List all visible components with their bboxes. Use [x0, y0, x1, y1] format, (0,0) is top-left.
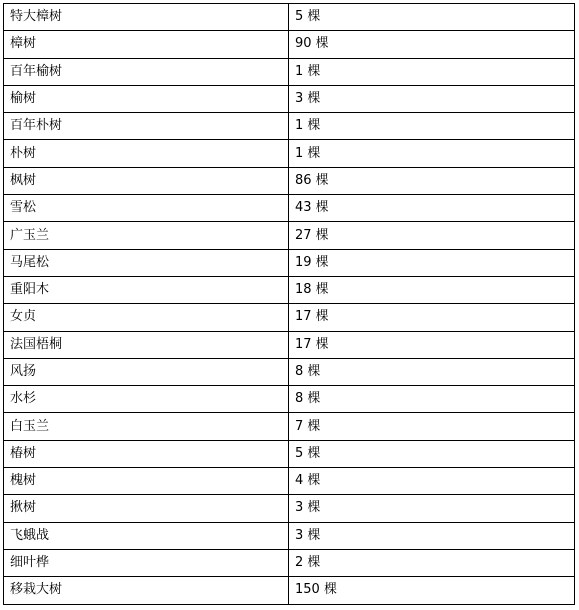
table-row [4, 222, 575, 249]
table-row [4, 167, 575, 194]
tree-count-cell: 1 棵 [289, 113, 575, 140]
tree-name-cell: 白玉兰 [4, 413, 289, 440]
tree-count-cell: 5 棵 [289, 440, 575, 467]
tree-count-cell: 1 棵 [289, 140, 575, 167]
tree-name-cell: 樟树 [4, 31, 289, 58]
table-row [4, 522, 575, 549]
tree-count-cell: 5 棵 [289, 4, 575, 31]
tree-name-cell: 女贞 [4, 304, 289, 331]
tree-name-cell: 重阳木 [4, 276, 289, 303]
tree-name-cell: 风扬 [4, 358, 289, 385]
tree-count-cell: 3 棵 [289, 522, 575, 549]
tree-count-table-container [3, 3, 574, 605]
tree-count-cell: 8 棵 [289, 358, 575, 385]
tree-count-cell: 4 棵 [289, 468, 575, 495]
tree-count-cell: 17 棵 [289, 304, 575, 331]
tree-name-cell: 法国梧桐 [4, 331, 289, 358]
tree-name-cell: 特大樟树 [4, 4, 289, 31]
table-row [4, 113, 575, 140]
tree-count-cell: 19 棵 [289, 249, 575, 276]
tree-count-cell: 17 棵 [289, 331, 575, 358]
tree-count-cell: 86 棵 [289, 167, 575, 194]
tree-name-cell: 移栽大树 [4, 577, 289, 604]
table-row [4, 276, 575, 303]
tree-name-cell: 揪树 [4, 495, 289, 522]
tree-name-cell: 飞蛾战 [4, 522, 289, 549]
table-row [4, 549, 575, 576]
table-row [4, 58, 575, 85]
tree-count-cell: 27 棵 [289, 222, 575, 249]
tree-count-cell: 18 棵 [289, 276, 575, 303]
tree-name-cell: 朴树 [4, 140, 289, 167]
tree-count-cell: 1 棵 [289, 58, 575, 85]
table-row [4, 31, 575, 58]
tree-count-cell: 3 棵 [289, 495, 575, 522]
table-row [4, 413, 575, 440]
table-row [4, 140, 575, 167]
table-body [4, 4, 575, 605]
table-row [4, 85, 575, 112]
tree-name-cell: 雪松 [4, 195, 289, 222]
tree-count-table [3, 3, 575, 605]
tree-name-cell: 百年朴树 [4, 113, 289, 140]
table-row [4, 249, 575, 276]
tree-count-cell: 2 棵 [289, 549, 575, 576]
tree-name-cell: 水杉 [4, 386, 289, 413]
table-row [4, 195, 575, 222]
tree-name-cell: 马尾松 [4, 249, 289, 276]
table-row [4, 577, 575, 604]
tree-name-cell: 枫树 [4, 167, 289, 194]
table-row [4, 468, 575, 495]
tree-name-cell: 槐树 [4, 468, 289, 495]
tree-count-cell: 7 棵 [289, 413, 575, 440]
tree-name-cell: 椿树 [4, 440, 289, 467]
tree-name-cell: 榆树 [4, 85, 289, 112]
table-row [4, 358, 575, 385]
table-row [4, 440, 575, 467]
tree-count-cell: 43 棵 [289, 195, 575, 222]
tree-name-cell: 百年榆树 [4, 58, 289, 85]
tree-name-cell: 细叶桦 [4, 549, 289, 576]
table-row [4, 386, 575, 413]
tree-count-cell: 3 棵 [289, 85, 575, 112]
tree-count-cell: 90 棵 [289, 31, 575, 58]
table-row [4, 304, 575, 331]
table-row [4, 331, 575, 358]
table-row [4, 495, 575, 522]
tree-name-cell: 广玉兰 [4, 222, 289, 249]
table-row [4, 4, 575, 31]
tree-count-cell: 150 棵 [289, 577, 575, 604]
tree-count-cell: 8 棵 [289, 386, 575, 413]
